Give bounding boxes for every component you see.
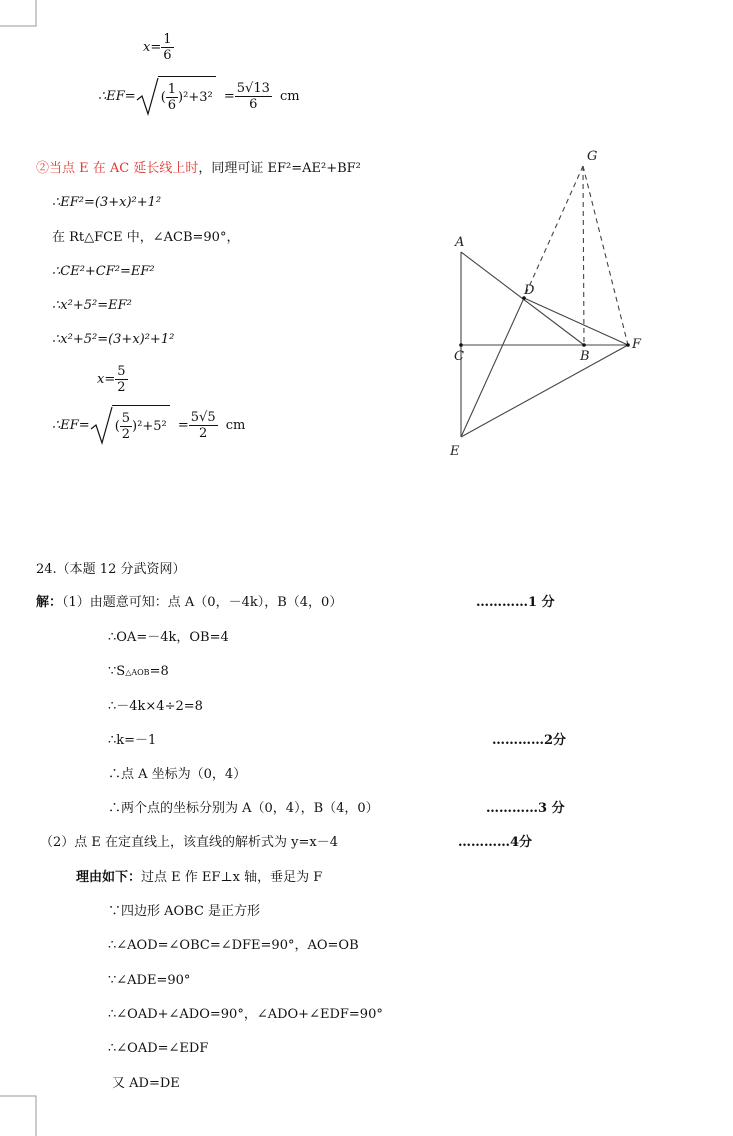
case2-line-5: ∴x²+5²=(3+x)²+1² [52,332,175,347]
q24-line-angles: ∴∠AOD=∠OBC=∠DFE=90°，AO=OB [108,938,359,953]
label-c: C [454,349,464,364]
q24-line-square: ∵四边形 AOBC 是正方形 [108,904,261,919]
q24-line-coords: ∴两个点的坐标分别为 A（0，4），B（4，0） [108,801,379,816]
q24-line-oa: ∴OA=－4k，OB=4 [108,630,229,645]
case2-line-1: ∴EF²=(3+x)²+1² [52,195,162,210]
q24-line-ad: 又 AD=DE [112,1076,180,1091]
q24-title: 24.（本题 12 分武资网） [36,562,186,577]
segment-gf [583,166,628,345]
q24-line-area: ∵S△AOB=8 [108,664,169,679]
point-f [626,343,630,347]
top-x-equation: x= $\frac{1}{6}$ [143,32,172,63]
case2-line-4: ∴x²+5²=EF² [52,298,132,313]
label-e: E [450,444,460,459]
label-f: F [632,337,642,352]
q24-part2: （2）点 E 在定直线上，该直线的解析式为 y=x－4 [40,835,338,850]
score-3: …………3 分 [486,801,565,816]
case2-line-3: ∴CE²+CF²=EF² [52,264,155,279]
top-ef-radical: ( $\frac{1}{6}$ )²+3² [136,76,216,117]
segment-gb [583,166,584,345]
corner-mark-bottom-left [0,1090,40,1136]
q24-line-ade: ∵∠ADE=90° [108,973,191,988]
geometry-figure [440,140,660,470]
label-b: B [580,349,590,364]
top-ef-equation: ∴EF= ( $\frac{1}{6}$ )²+3² = $\frac{5√13}{6}$ cm [98,76,300,117]
score-2: …………2分 [492,733,567,748]
score-4: …………4分 [458,835,533,850]
segment-ef [461,345,628,437]
point-c [459,343,463,347]
score-1: …………1 分 [476,595,555,610]
case2-x-equation: x= $\frac{5}{2}$ [97,364,126,395]
top-x-fraction: $\frac{1}{6}$ [163,32,172,63]
top-ef-result: $\frac{5√13}{6}$ [236,81,270,112]
point-b [582,343,586,347]
q24-line-oad: ∴∠OAD=∠EDF [108,1041,209,1056]
radical-sign-icon [136,76,160,116]
segment-df [524,298,628,345]
case2-heading: ②当点 E 在 AC 延长线上时，同理可证 EF²=AE²+BF² [36,161,361,176]
q24-line-sum: ∴∠OAD+∠ADO=90°，∠ADO+∠EDF=90° [108,1007,383,1022]
segment-gd [524,166,583,298]
segment-ed [461,298,524,437]
q24-line-eq: ∴－4k×4÷2=8 [108,699,203,714]
case2-ef-equation: ∴EF= ( $\frac{5}{2}$ )²+5² = $\frac{5√5}{2}$ cm [52,405,245,446]
radical-sign-icon [90,405,114,445]
q24-part1: 解：（1）由题意可知：点 A（0，－4k），B（4，0） [36,595,343,610]
label-a: A [455,235,465,250]
label-d: D [524,283,535,298]
case2-ef-result: $\frac{5√5}{2}$ [190,410,216,441]
q24-reason: 理由如下：过点 E 作 EF⊥x 轴，垂足为 F [76,870,323,885]
label-g: G [587,149,598,164]
case2-x-fraction: $\frac{5}{2}$ [117,364,126,395]
case2-ef-radical: ( $\frac{5}{2}$ )²+5² [90,405,170,446]
q24-line-coord-a: ∴点 A 坐标为（0，4） [108,767,247,782]
q24-line-k: ∴k=－1 [108,733,157,748]
corner-mark-top-left [0,0,40,30]
case2-line-2: 在 Rt△FCE 中，∠ACB=90°， [52,230,240,245]
